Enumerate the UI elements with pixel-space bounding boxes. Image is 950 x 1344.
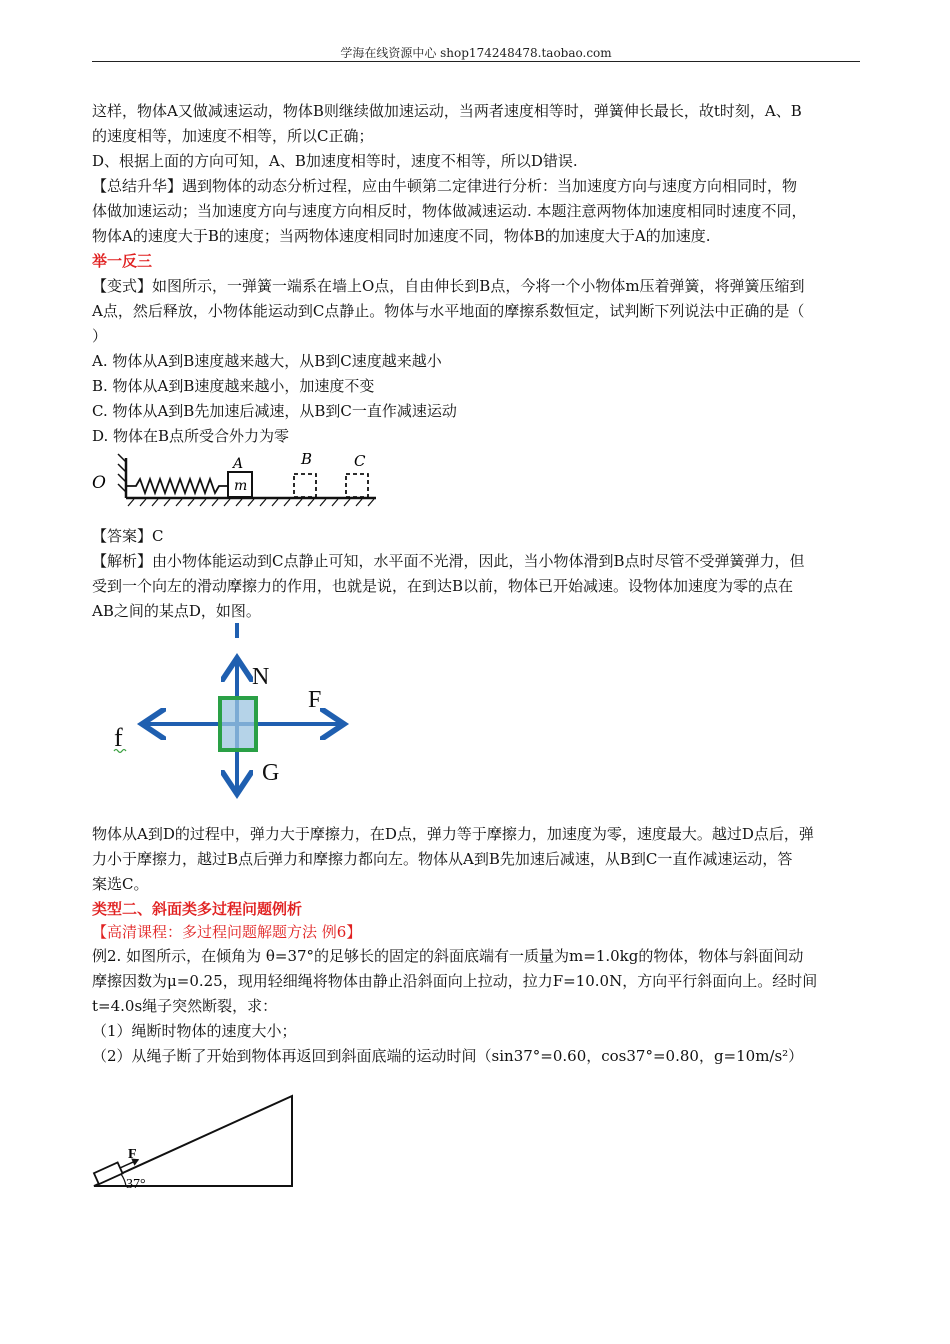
course-label: 【高清课程：多过程问题解题方法 例6】: [92, 923, 362, 941]
type2-heading: 类型二、斜面类多过程问题例析: [92, 900, 303, 918]
spring: [126, 479, 228, 493]
position-c: [346, 474, 368, 497]
variant-line: 【变式】如图所示，一弹簧一端系在墙上O点，自由伸长到B点，今将一个小物体m压着弹簧，将弹簧压缩到: [92, 277, 805, 295]
option-d: D. 物体在B点所受合外力为零: [92, 427, 290, 445]
example-line: 摩擦因数为μ=0.25，现用轻细绳将物体由静止沿斜面向上拉动，拉力F=10.0N，方向平行斜面向上。经时间: [92, 972, 818, 990]
label-o: O: [92, 473, 106, 493]
analysis-line: 受到一个向左的滑动摩擦力的作用，也就是说，在到达B以前，物体已开始减速。设物体加速度为零的点在: [92, 577, 794, 595]
label-c: C: [354, 452, 366, 470]
label-friction: f: [114, 723, 123, 752]
block: [220, 698, 256, 750]
example-line: 例2. 如图所示，在倾角为 θ=37°的足够长的固定的斜面底端有一质量为m=1.0kg的物体，物体与斜面间动: [92, 947, 804, 965]
label-angle: 37°: [126, 1177, 146, 1192]
question-1: （1）绳断时物体的速度大小；: [92, 1022, 297, 1040]
spring-figure: [88, 450, 388, 510]
analysis-line: 【解析】由小物体能运动到C点静止可知，水平面不光滑，因此，当小物体滑到B点时尽管不受弹簧弹力，但: [92, 552, 805, 570]
label-f: F: [308, 687, 322, 713]
label-m: m: [234, 478, 248, 494]
analysis2-line: 力小于摩擦力，越过B点后弹力和摩擦力都向左。物体从A到B先加速后减速，从B到C一直作减速运动，答: [92, 850, 793, 868]
question-2: （2）从绳子断了开始到物体再返回到斜面底端的运动时间（sin37°=0.60，cos37°=0.80，g=10m/s²）: [92, 1047, 804, 1065]
variant-line: ）: [92, 327, 108, 345]
label-g: G: [262, 760, 280, 786]
option-c: C. 物体从A到B先加速后减速，从B到C一直作减速运动: [92, 402, 457, 420]
variant-line: A点，然后释放，小物体能运动到C点静止。物体与水平地面的摩擦系数恒定，试判断下列说法中正确的是（: [92, 302, 805, 320]
section-heading: 举一反三: [92, 252, 153, 270]
example-line: t=4.0s绳子突然断裂，求：: [92, 997, 278, 1015]
force-diagram: [108, 620, 358, 805]
page-header: 学海在线资源中心 shop174248478.taobao.com: [340, 46, 612, 60]
text-line: 的速度相等，加速度不相等，所以C正确；: [92, 127, 374, 145]
answer-line: 【答案】C: [92, 527, 164, 545]
analysis-line: AB之间的某点D，如图。: [92, 602, 261, 620]
header-rule: [92, 61, 860, 62]
incline: [94, 1096, 292, 1186]
summary-line: 物体A的速度大于B的速度；当两物体速度相同时加速度不同，物体B的加速度大于A的加速度.: [92, 227, 711, 245]
incline-figure: [88, 1090, 298, 1195]
option-b: B. 物体从A到B速度越来越小，加速度不变: [92, 377, 375, 395]
text-line: 这样，物体A又做减速运动，物体B则继续做加速运动，当两者速度相等时，弹簧伸长最长，故t时刻，A、B: [92, 102, 802, 120]
option-a: A. 物体从A到B速度越来越大，从B到C速度越来越小: [92, 352, 442, 370]
label-a: A: [233, 456, 244, 472]
ground-hatching: [128, 499, 374, 506]
label-n: N: [252, 664, 270, 690]
summary-line: 体做加速运动；当加速度方向与速度方向相反时，物体做减速运动. 本题注意两物体加速度相同时速度不同，: [92, 202, 807, 220]
analysis2-line: 物体从A到D的过程中，弹力大于摩擦力，在D点，弹力等于摩擦力，加速度为零，速度最大。越过D点后，弹: [92, 825, 814, 843]
position-b: [294, 474, 316, 497]
label-b: B: [301, 450, 313, 468]
label-f: F: [128, 1147, 137, 1162]
text-line: D、根据上面的方向可知，A、B加速度相等时，速度不相等，所以D错误.: [92, 152, 578, 170]
summary-line: 【总结升华】遇到物体的动态分析过程，应由牛顿第二定律进行分析：当加速度方向与速度方向相同时，物: [92, 177, 798, 195]
analysis2-line: 案选C。: [92, 875, 149, 893]
